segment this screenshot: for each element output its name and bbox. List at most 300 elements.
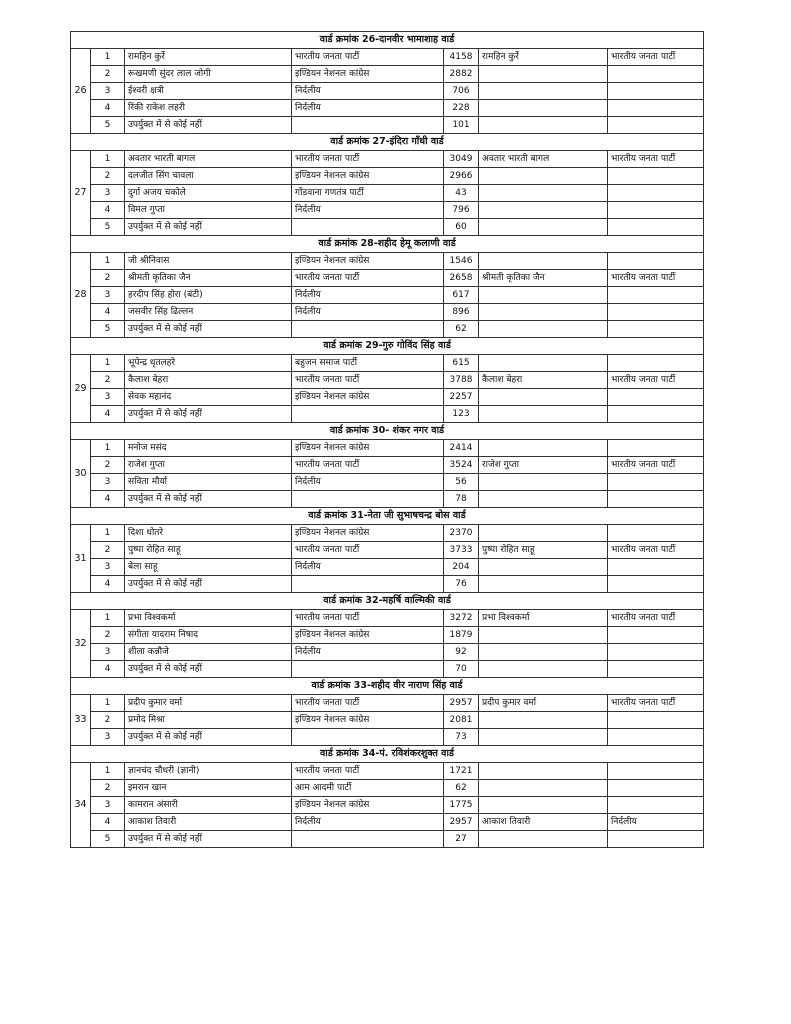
candidate-name-cell: बेला साहू [125,559,292,576]
winner-party-cell [608,712,704,729]
winner-name-cell [479,389,608,406]
candidate-name-cell: हरदीप सिंह होरा (बंटी) [125,287,292,304]
ward-header: वार्ड क्रमांक 29-गुरु गोविंद सिंह वार्ड [71,338,704,355]
winner-name-cell [479,559,608,576]
votes-cell: 2081 [444,712,479,729]
votes-cell: 123 [444,406,479,423]
votes-cell: 2966 [444,168,479,185]
winner-party-cell [608,644,704,661]
winner-name-cell: पुष्पा रोहित साहू [479,542,608,559]
votes-cell: 228 [444,100,479,117]
candidate-row [71,66,704,83]
candidate-row [71,355,704,372]
serial-number-cell: 2 [91,270,125,287]
ward-header: वार्ड क्रमांक 31-नेता जी सुभाषचन्द्र बोस वार्ड [71,508,704,525]
winner-party-cell [608,219,704,236]
serial-number-cell: 4 [91,576,125,593]
ward-number: 32 [71,610,91,678]
serial-number-cell: 1 [91,763,125,780]
winner-party-cell: भारतीय जनता पार्टी [608,270,704,287]
winner-name-cell [479,729,608,746]
winner-party-cell [608,627,704,644]
votes-cell: 62 [444,321,479,338]
ward-header: वार्ड क्रमांक 33-शहीद वीर नाराण सिंह वार्ड [71,678,704,695]
party-cell: इण्डियन नेशनल कांग्रेस [292,797,444,814]
winner-name-cell [479,644,608,661]
ward-header-row [71,236,704,253]
party-cell: भारतीय जनता पार्टी [292,542,444,559]
votes-cell: 1721 [444,763,479,780]
party-cell: इण्डियन नेशनल कांग्रेस [292,525,444,542]
winner-party-cell: भारतीय जनता पार्टी [608,610,704,627]
ward-header-row [71,32,704,49]
winner-party-cell [608,729,704,746]
ward-header: वार्ड क्रमांक 27-इंदिरा गाँधी वार्ड [71,134,704,151]
candidate-name-cell: मनोज मसंद [125,440,292,457]
winner-party-cell [608,831,704,848]
party-cell: भारतीय जनता पार्टी [292,695,444,712]
serial-number-cell: 4 [91,814,125,831]
winner-name-cell [479,202,608,219]
serial-number-cell: 2 [91,168,125,185]
winner-name-cell: अवतार भारती बागल [479,151,608,168]
serial-number-cell: 3 [91,644,125,661]
candidate-row [71,525,704,542]
candidate-row [71,151,704,168]
candidate-name-cell: उपर्युक्त में से कोई नहीं [125,576,292,593]
votes-cell: 60 [444,219,479,236]
ward-header-row [71,508,704,525]
candidate-name-cell: पुष्पा रोहित साहू [125,542,292,559]
party-cell: भारतीय जनता पार्टी [292,151,444,168]
candidate-row [71,831,704,848]
candidate-name-cell: उपर्युक्त में से कोई नहीं [125,729,292,746]
winner-name-cell [479,287,608,304]
candidate-row [71,474,704,491]
winner-name-cell [479,168,608,185]
candidate-row [71,117,704,134]
party-cell: निर्दलीय [292,474,444,491]
ward-header: वार्ड क्रमांक 32-महर्षि वाल्मिकी वार्ड [71,593,704,610]
ward-number: 33 [71,695,91,746]
party-cell [292,117,444,134]
serial-number-cell: 2 [91,780,125,797]
serial-number-cell: 1 [91,695,125,712]
serial-number-cell: 2 [91,712,125,729]
candidate-name-cell: प्रभा विश्वकर्मा [125,610,292,627]
candidate-name-cell: उपर्युक्त में से कोई नहीं [125,321,292,338]
party-cell: भारतीय जनता पार्टी [292,610,444,627]
winner-name-cell: प्रदीप कुमार वर्मा [479,695,608,712]
winner-party-cell [608,389,704,406]
winner-name-cell [479,525,608,542]
party-cell: भारतीय जनता पार्टी [292,763,444,780]
serial-number-cell: 4 [91,304,125,321]
serial-number-cell: 3 [91,185,125,202]
candidate-name-cell: उपर्युक्त में से कोई नहीं [125,219,292,236]
serial-number-cell: 5 [91,219,125,236]
candidate-row [71,644,704,661]
winner-party-cell: भारतीय जनता पार्टी [608,49,704,66]
votes-cell: 2414 [444,440,479,457]
winner-name-cell [479,83,608,100]
party-cell: निर्दलीय [292,814,444,831]
results-sheet [70,31,703,848]
candidate-name-cell: ज्ञानचंद चौधरी (ज्ञानी) [125,763,292,780]
winner-name-cell: श्रीमती कृतिका जैन [479,270,608,287]
serial-number-cell: 1 [91,440,125,457]
party-cell: इण्डियन नेशनल कांग्रेस [292,627,444,644]
votes-cell: 3788 [444,372,479,389]
ward-header: वार्ड क्रमांक 26-दानवीर भामाशाह वार्ड [71,32,704,49]
votes-cell: 43 [444,185,479,202]
winner-party-cell [608,304,704,321]
party-cell: इण्डियन नेशनल कांग्रेस [292,389,444,406]
candidate-row [71,695,704,712]
votes-cell: 3524 [444,457,479,474]
serial-number-cell: 2 [91,372,125,389]
serial-number-cell: 1 [91,525,125,542]
party-cell: निर्दलीय [292,100,444,117]
winner-party-cell [608,576,704,593]
candidate-row [71,321,704,338]
candidate-name-cell: कामरान अंसारी [125,797,292,814]
ward-number: 28 [71,253,91,338]
candidate-name-cell: कैलाश बेहरा [125,372,292,389]
winner-name-cell [479,304,608,321]
serial-number-cell: 5 [91,831,125,848]
votes-cell: 73 [444,729,479,746]
ward-number: 30 [71,440,91,508]
party-cell: निर्दलीय [292,559,444,576]
winner-party-cell: भारतीय जनता पार्टी [608,695,704,712]
candidate-row [71,491,704,508]
serial-number-cell: 2 [91,66,125,83]
party-cell [292,321,444,338]
winner-party-cell [608,763,704,780]
votes-cell: 70 [444,661,479,678]
candidate-name-cell: उपर्युक्त में से कोई नहीं [125,831,292,848]
serial-number-cell: 3 [91,287,125,304]
votes-cell: 2658 [444,270,479,287]
votes-cell: 617 [444,287,479,304]
winner-party-cell [608,780,704,797]
votes-cell: 2957 [444,695,479,712]
party-cell: निर्दलीय [292,83,444,100]
candidate-row [71,763,704,780]
winner-party-cell [608,117,704,134]
ward-number: 29 [71,355,91,423]
candidate-name-cell: इमरान खान [125,780,292,797]
candidate-name-cell: शीला कन्नौजे [125,644,292,661]
candidate-row [71,440,704,457]
votes-cell: 62 [444,780,479,797]
winner-name-cell [479,763,608,780]
votes-cell: 1546 [444,253,479,270]
candidate-row [71,559,704,576]
candidate-row [71,83,704,100]
ward-header-row [71,746,704,763]
winner-party-cell [608,661,704,678]
votes-cell: 4158 [444,49,479,66]
candidate-name-cell: अवतार भारती बागल [125,151,292,168]
party-cell: इण्डियन नेशनल कांग्रेस [292,168,444,185]
candidate-row [71,389,704,406]
serial-number-cell: 2 [91,542,125,559]
serial-number-cell: 4 [91,661,125,678]
winner-name-cell [479,100,608,117]
winner-party-cell [608,406,704,423]
candidate-name-cell: उपर्युक्त में से कोई नहीं [125,491,292,508]
votes-cell: 204 [444,559,479,576]
ward-number: 34 [71,763,91,848]
winner-party-cell [608,287,704,304]
candidate-row [71,780,704,797]
ward-number: 27 [71,151,91,236]
candidate-name-cell: प्रदीप कुमार वर्मा [125,695,292,712]
winner-name-cell [479,576,608,593]
serial-number-cell: 4 [91,202,125,219]
ward-header: वार्ड क्रमांक 30- शंकर नगर वार्ड [71,423,704,440]
serial-number-cell: 5 [91,321,125,338]
votes-cell: 615 [444,355,479,372]
serial-number-cell: 4 [91,406,125,423]
candidate-row [71,270,704,287]
candidate-name-cell: ईश्वरी क्षत्री [125,83,292,100]
party-cell: इण्डियन नेशनल कांग्रेस [292,440,444,457]
winner-name-cell: रामहिन कुर्रे [479,49,608,66]
votes-cell: 1879 [444,627,479,644]
candidate-row [71,202,704,219]
winner-name-cell [479,355,608,372]
winner-name-cell [479,185,608,202]
votes-cell: 706 [444,83,479,100]
ward-header: वार्ड क्रमांक 28-शहीद हेमू कलाणी वार्ड [71,236,704,253]
ward-header-row [71,593,704,610]
serial-number-cell: 2 [91,627,125,644]
votes-cell: 2257 [444,389,479,406]
party-cell: आम आदमी पार्टी [292,780,444,797]
winner-party-cell [608,185,704,202]
candidate-name-cell: श्रीमती कृतिका जैन [125,270,292,287]
party-cell: निर्दलीय [292,287,444,304]
serial-number-cell: 1 [91,253,125,270]
winner-name-cell [479,797,608,814]
candidate-row [71,576,704,593]
candidate-row [71,253,704,270]
serial-number-cell: 3 [91,729,125,746]
candidate-row [71,49,704,66]
candidate-name-cell: सेवक महानंद [125,389,292,406]
winner-name-cell [479,780,608,797]
candidate-row [71,219,704,236]
ward-header-row [71,678,704,695]
party-cell: इण्डियन नेशनल कांग्रेस [292,253,444,270]
serial-number-cell: 1 [91,151,125,168]
candidate-row [71,304,704,321]
winner-name-cell [479,117,608,134]
votes-cell: 1775 [444,797,479,814]
serial-number-cell: 1 [91,355,125,372]
votes-cell: 3272 [444,610,479,627]
winner-party-cell: भारतीय जनता पार्टी [608,372,704,389]
party-cell [292,406,444,423]
votes-cell: 896 [444,304,479,321]
candidate-name-cell: उपर्युक्त में से कोई नहीं [125,661,292,678]
winner-party-cell [608,797,704,814]
winner-name-cell [479,219,608,236]
party-cell: भारतीय जनता पार्टी [292,457,444,474]
votes-cell: 56 [444,474,479,491]
ward-header-row [71,134,704,151]
winner-party-cell [608,525,704,542]
ward-header: वार्ड क्रमांक 34-पं. रविशंकरशुक्त वार्ड [71,746,704,763]
serial-number-cell: 3 [91,389,125,406]
votes-cell: 3049 [444,151,479,168]
party-cell: गोंडवाना गणतंत्र पार्टी [292,185,444,202]
party-cell [292,491,444,508]
winner-party-cell [608,491,704,508]
serial-number-cell: 4 [91,100,125,117]
candidate-name-cell: संगीता यादराम निषाद [125,627,292,644]
winner-name-cell [479,661,608,678]
candidate-row [71,610,704,627]
serial-number-cell: 4 [91,491,125,508]
party-cell: भारतीय जनता पार्टी [292,270,444,287]
candidate-name-cell: उपर्युक्त में से कोई नहीं [125,117,292,134]
serial-number-cell: 3 [91,559,125,576]
candidate-row [71,457,704,474]
votes-cell: 2882 [444,66,479,83]
votes-cell: 92 [444,644,479,661]
candidate-row [71,627,704,644]
ward-results-table [70,31,704,848]
winner-name-cell [479,712,608,729]
votes-cell: 2957 [444,814,479,831]
winner-name-cell: प्रभा विश्वकर्मा [479,610,608,627]
candidate-row [71,797,704,814]
serial-number-cell: 2 [91,457,125,474]
winner-party-cell [608,66,704,83]
party-cell [292,729,444,746]
winner-party-cell [608,253,704,270]
candidate-name-cell: दिशा धोतरे [125,525,292,542]
votes-cell: 78 [444,491,479,508]
winner-name-cell: आकाश तिवारी [479,814,608,831]
candidate-name-cell: जी श्रीनिवास [125,253,292,270]
ward-number: 26 [71,49,91,134]
winner-party-cell: भारतीय जनता पार्टी [608,151,704,168]
candidate-row [71,661,704,678]
candidate-name-cell: भूपेन्द्र धृतलहरे [125,355,292,372]
votes-cell: 796 [444,202,479,219]
serial-number-cell: 3 [91,474,125,491]
winner-name-cell [479,321,608,338]
ward-header-row [71,338,704,355]
candidate-name-cell: रामहिन कुर्रे [125,49,292,66]
winner-party-cell [608,559,704,576]
candidate-row [71,729,704,746]
candidate-row [71,712,704,729]
winner-name-cell: राजेश गुप्ता [479,457,608,474]
winner-name-cell [479,66,608,83]
candidate-name-cell: रूखमणी सुंदर लाल जोगी [125,66,292,83]
winner-party-cell [608,100,704,117]
serial-number-cell: 3 [91,797,125,814]
winner-party-cell: भारतीय जनता पार्टी [608,457,704,474]
votes-cell: 101 [444,117,479,134]
votes-cell: 2370 [444,525,479,542]
party-cell: बहुजन समाज पार्टी [292,355,444,372]
serial-number-cell: 5 [91,117,125,134]
serial-number-cell: 3 [91,83,125,100]
votes-cell: 27 [444,831,479,848]
candidate-name-cell: उपर्युक्त में से कोई नहीं [125,406,292,423]
candidate-row [71,814,704,831]
votes-cell: 76 [444,576,479,593]
candidate-name-cell: रिंकी राकेश लहरी [125,100,292,117]
party-cell: निर्दलीय [292,304,444,321]
candidate-row [71,406,704,423]
candidate-row [71,542,704,559]
party-cell [292,661,444,678]
candidate-row [71,168,704,185]
winner-party-cell [608,321,704,338]
winner-party-cell: भारतीय जनता पार्टी [608,542,704,559]
party-cell: निर्दलीय [292,202,444,219]
candidate-name-cell: दुर्गा अजय चकोले [125,185,292,202]
winner-name-cell [479,406,608,423]
winner-name-cell [479,253,608,270]
ward-number: 31 [71,525,91,593]
party-cell: भारतीय जनता पार्टी [292,372,444,389]
party-cell [292,576,444,593]
candidate-name-cell: राजेश गुप्ता [125,457,292,474]
winner-party-cell: निर्दलीय [608,814,704,831]
serial-number-cell: 1 [91,49,125,66]
candidate-name-cell: दलजीत सिंग चावला [125,168,292,185]
candidate-name-cell: विमल गुप्ता [125,202,292,219]
winner-name-cell [479,627,608,644]
winner-party-cell [608,355,704,372]
candidate-row [71,185,704,202]
candidate-row [71,372,704,389]
candidate-name-cell: प्रमोद मिश्रा [125,712,292,729]
party-cell: निर्दलीय [292,644,444,661]
party-cell: इण्डियन नेशनल कांग्रेस [292,66,444,83]
candidate-name-cell: सविता मौर्या [125,474,292,491]
party-cell [292,831,444,848]
winner-name-cell [479,474,608,491]
candidate-name-cell: आकाश तिवारी [125,814,292,831]
winner-party-cell [608,168,704,185]
party-cell: इण्डियन नेशनल कांग्रेस [292,712,444,729]
votes-cell: 3733 [444,542,479,559]
candidate-row [71,287,704,304]
serial-number-cell: 1 [91,610,125,627]
winner-name-cell [479,491,608,508]
party-cell [292,219,444,236]
winner-party-cell [608,474,704,491]
ward-header-row [71,423,704,440]
winner-name-cell [479,440,608,457]
winner-name-cell: कैलाश बेहरा [479,372,608,389]
winner-party-cell [608,83,704,100]
candidate-name-cell: जसवीर सिंह ढिल्लन [125,304,292,321]
winner-party-cell [608,440,704,457]
winner-party-cell [608,202,704,219]
winner-name-cell [479,831,608,848]
